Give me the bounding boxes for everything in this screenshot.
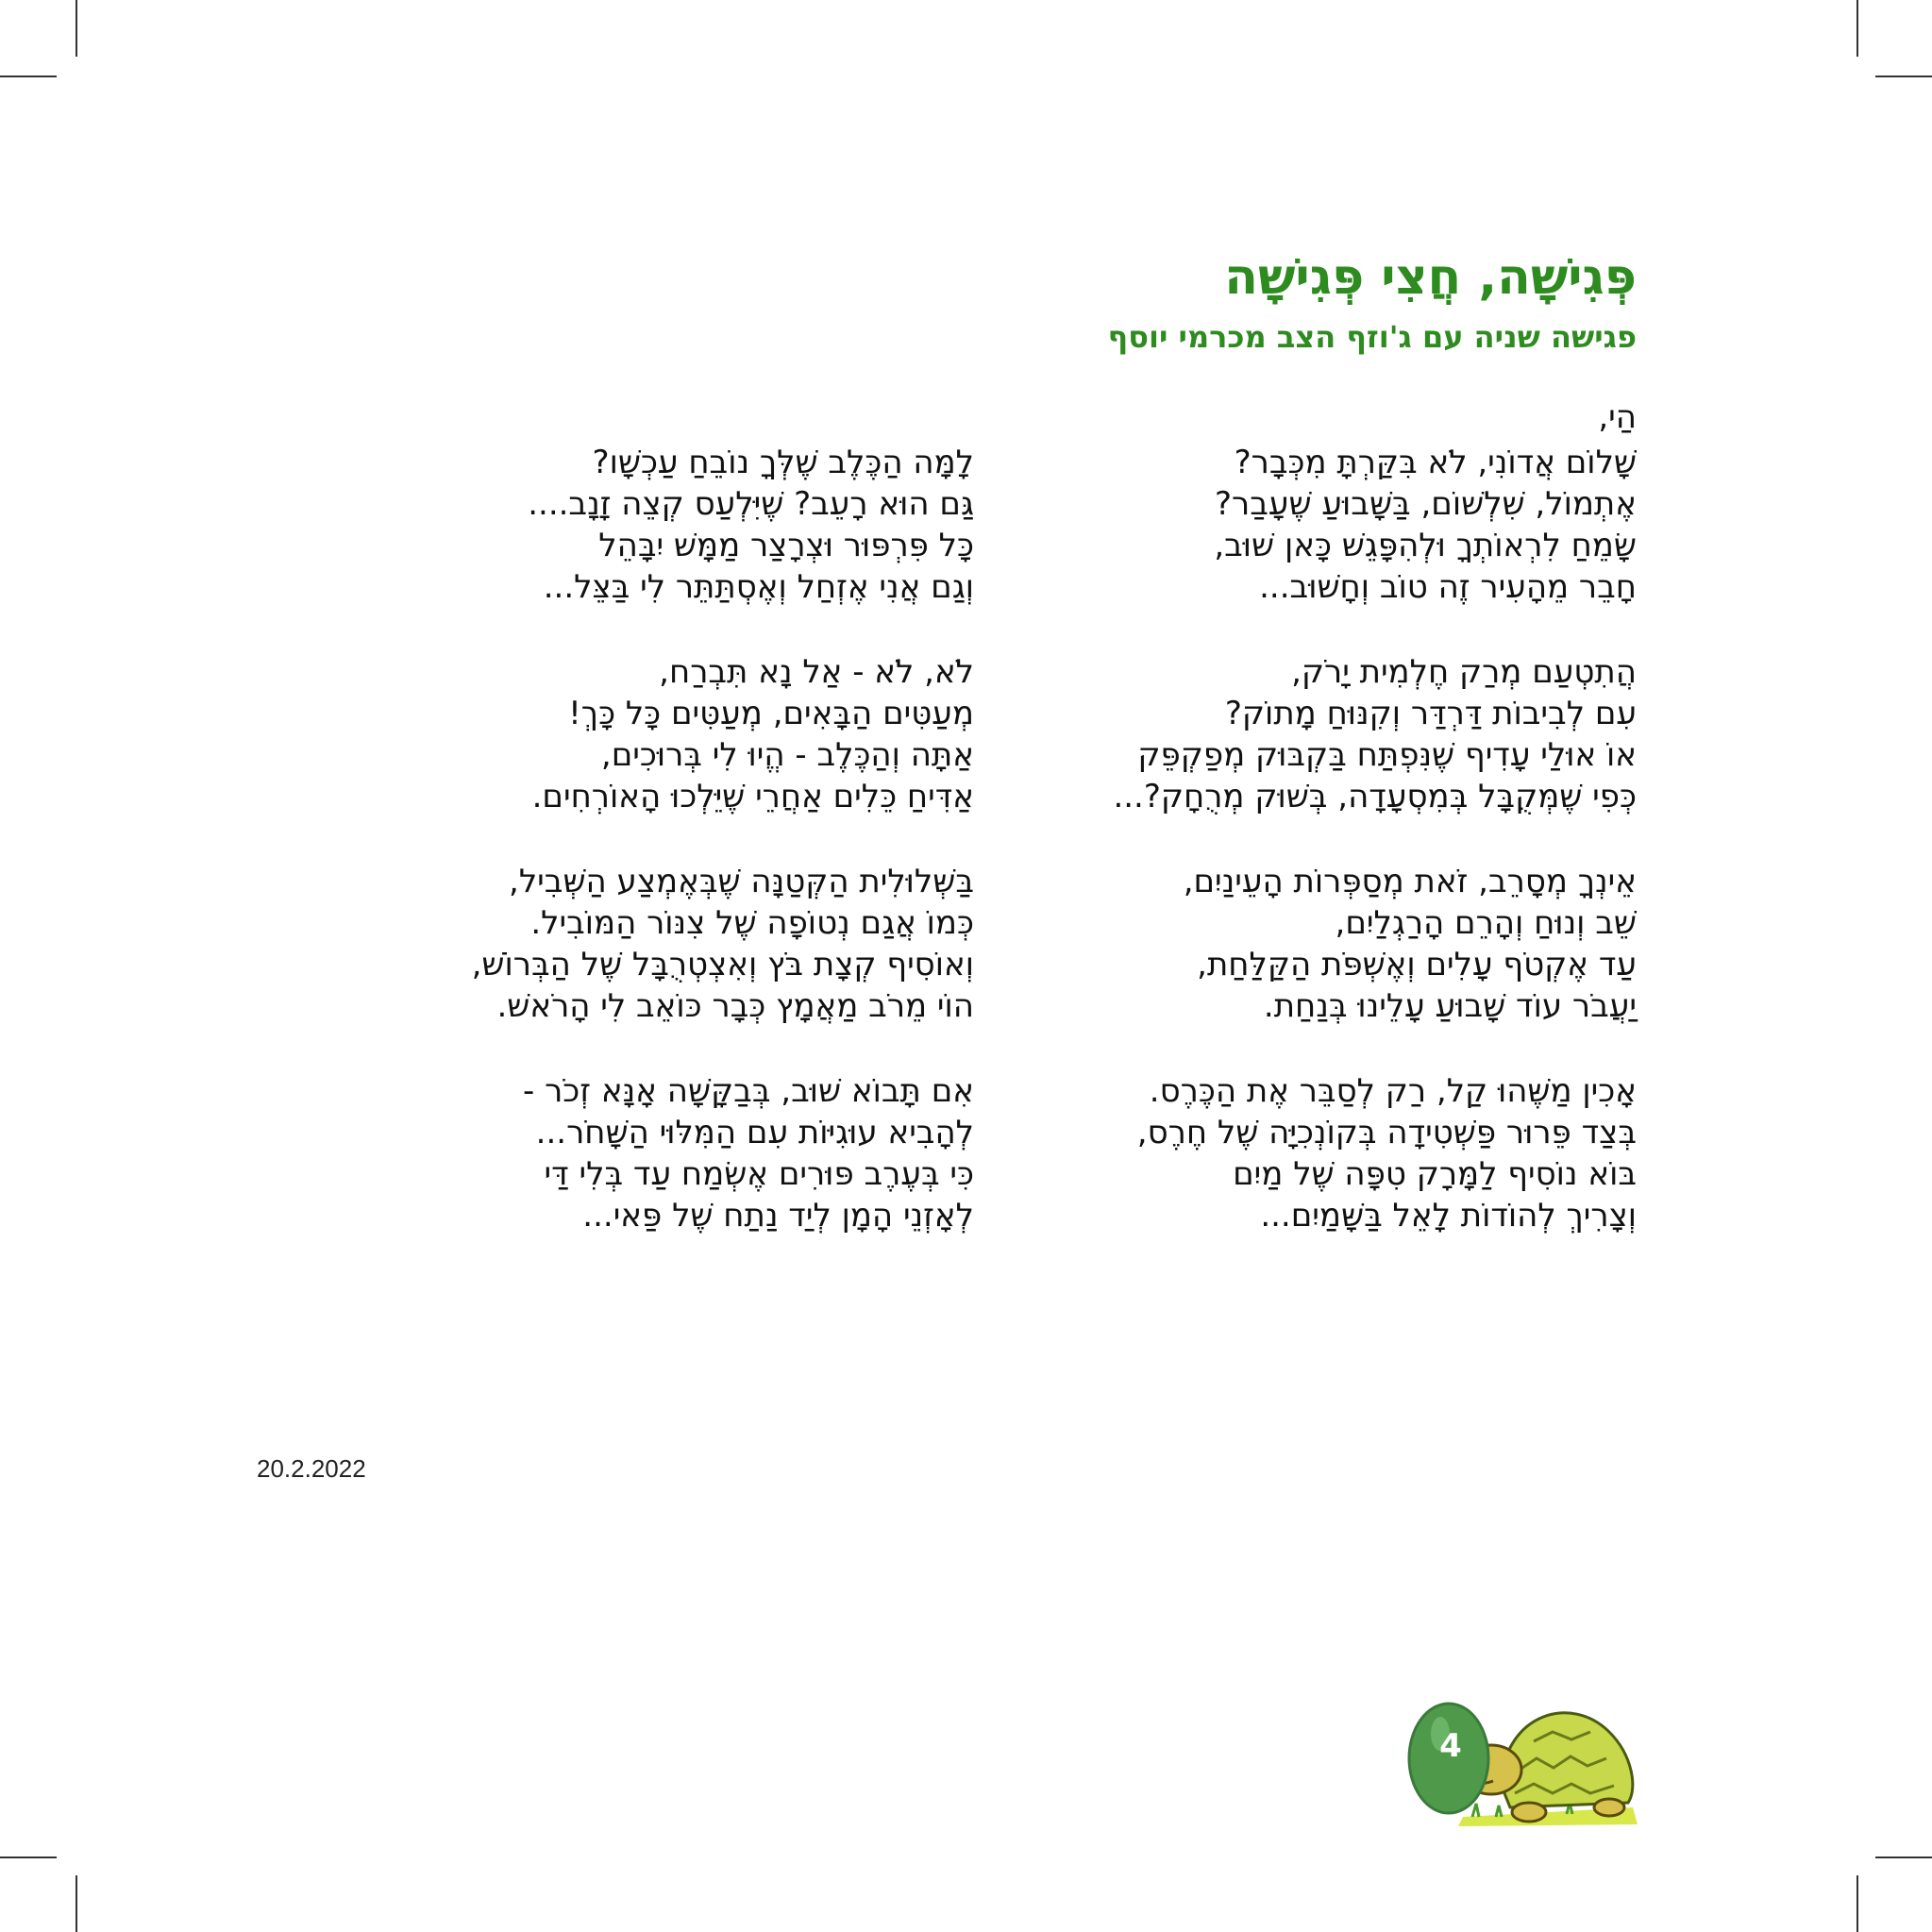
poem-line: בְּצַד פֵּרוּר פַּשְׁטִידָה בְּקוֹנְכִיָּה שֶׁל חֶרֶס, [1136, 1114, 1637, 1151]
poem-line: אַתָּה וְהַכֶּלֶב - הֱיוּ לִי בְּרוּכִים, [600, 736, 974, 774]
stanza [370, 651, 974, 817]
poem-line: אָכִין מַשֶּׁהוּ קַל, רַק לְסַבֵּר אֶת הַכֶּרֶס. [1149, 1072, 1637, 1110]
poem-line: אֵינְךָ מְסָרֵב, זֹאת מְסַפְּרוֹת הָעֵינַיִם, [1183, 863, 1637, 900]
poem-title: פְּגִישָׁה, חֲצִי פְּגִישָׁה [1224, 249, 1637, 306]
crop-mark-top-left-h [0, 76, 57, 77]
poem-column-right [1033, 396, 1637, 1280]
stanza [370, 861, 974, 1027]
poem-line: מְעַטִּים הַבָּאִים, מְעַטִּים כָּל כָּךְ! [568, 695, 974, 732]
poem-line: הוֹי מֵרֹב מַאֲמָץ כְּבָר כּוֹאֵב לִי הָרֹאשׁ. [496, 987, 974, 1025]
crop-mark-bottom-left-h [0, 1856, 57, 1858]
greeting-line: הַי, [1598, 398, 1637, 436]
poem-line: לֹא, לֹא - אַל נָא תִּבְרַח, [659, 653, 974, 691]
poem-line: הֲתִטְעַם מְרַק חֶלְמִית יָרֹק, [1291, 653, 1637, 691]
poem-line: וְגַם אֲנִי אֶזְחַל וְאֶסְתַּתֵּר לִי בַּצֵּל... [543, 568, 974, 606]
poem-line: גַּם הוּא רָעֵב? שֶׁיִּלְעַס קְצֵה זָנָב.... [528, 485, 974, 523]
poem-line: אִם תָּבוֹא שׁוּב, בְּבַקָּשָׁה אָנָּא זְכֹר - [523, 1072, 974, 1110]
page-number: 4 [1439, 1727, 1462, 1765]
stanza [1033, 861, 1637, 1027]
poem-column-left [370, 442, 974, 1280]
poem-line: שָׁלוֹם אֲדוֹנִי, לֹא בִּקַּרְתָּ מִכְּבָר? [1234, 444, 1637, 481]
poem-line: לְהָבִיא עוּגִיּוֹת עִם הַמִּלּוּי הַשָּׁחֹר... [535, 1114, 974, 1151]
poem-line: כָּל פִּרְפּוּר וּצְרָצַר מַמָּשׁ יִבָּהֵל [598, 527, 974, 564]
stanza [370, 1070, 974, 1236]
stanza [370, 442, 974, 608]
crop-mark-bottom-left [76, 1875, 77, 1932]
poem-line: אוֹ אוּלַי עָדִיף שֶׁנִּפְתַּח בַּקְבּוּק מְפַקְפֵּק [1137, 736, 1637, 774]
poem-line: כְּמוֹ אֲגַם נְטוֹפָה שֶׁל צִנּוֹר הַמּוֹבִיל. [530, 904, 974, 942]
poem-line: בַּשְּׁלוּלִית הַקְּטַנָּה שֶׁבְּאֶמְצַע הַשְּׁבִיל, [509, 863, 974, 900]
poem-line: יַעֲבֹר עוֹד שָׁבוּעַ עָלֵינוּ בְּנַחַת. [1263, 987, 1637, 1025]
poem-line: וְצָרִיךְ לְהוֹדוֹת לָאֵל בַּשָּׁמַיִם... [1260, 1197, 1637, 1235]
poem-line: כְּפִי שֶׁמְּקֻבָּל בְּמִסְעָדָה, בְּשׁוּק מְרֻחָק?... [1113, 778, 1637, 815]
stanza [1033, 442, 1637, 608]
poem-line: בּוֹא נוֹסִיף לַמָּרָק טִפָּה שֶׁל מַיִם [1233, 1155, 1637, 1193]
poem-line: לָמָּה הַכֶּלֶב שֶׁלְּךָ נוֹבֵחַ עַכְשָׁו? [592, 444, 974, 481]
poem-subtitle: פגישה שניה עם ג'וזף הצב מכרמי יוסף [1107, 319, 1637, 355]
crop-mark-top-right-h [1875, 76, 1932, 77]
crop-mark-top-left [76, 0, 77, 57]
stanza [1033, 1070, 1637, 1236]
poem-line: לְאָזְנֵי הָמָן לְיַד נַתַח שֶׁל פַּאי... [582, 1197, 974, 1235]
poem-line: עִם לְבִיבוֹת דַּרְדַּר וְקִנּוּחַ מָתוֹק? [1224, 695, 1637, 732]
poem-line: שֵׁב וְנוּחַ וְהָרֵם הָרַגְלַיִם, [1335, 904, 1637, 942]
poem-line: שָׂמֵחַ לִרְאוֹתְךָ וּלְהִפָּגֵשׁ כָּאן שׁוּב, [1214, 527, 1637, 564]
poem-line: אַדִּיחַ כֵּלִים אַחֲרֵי שֶׁיֵּלְכוּ הָאוֹרְחִים. [531, 778, 974, 815]
crop-mark-top-right [1856, 0, 1858, 57]
crop-mark-bottom-right-h [1875, 1856, 1932, 1858]
poem-line: חָבֵר מֵהָעִיר זֶה טוֹב וְחָשׁוּב... [1259, 568, 1637, 606]
poem-line: כִּי בְּעֶרֶב פּוּרִים אֶשְׂמַח עַד בְּלִי דַּי [544, 1155, 974, 1193]
crop-mark-bottom-right [1856, 1875, 1858, 1932]
stanza [1033, 651, 1637, 817]
poem-line: אֶתְמוֹל, שִׁלְשׁוֹם, בַּשָּׁבוּעַ שֶׁעָבַר? [1215, 485, 1637, 523]
poem-line: וְאוֹסִיף קְצָת בֹּץ וְאִצְטְרֻבָּל שֶׁל הַבְּרוֹשׁ, [471, 946, 974, 983]
poem-line: עַד אֶקְטֹף עָלִים וְאֶשְׁפֹּת הַקַּלַּחַת, [1197, 946, 1637, 983]
date-stamp: 20.2.2022 [257, 1454, 366, 1483]
